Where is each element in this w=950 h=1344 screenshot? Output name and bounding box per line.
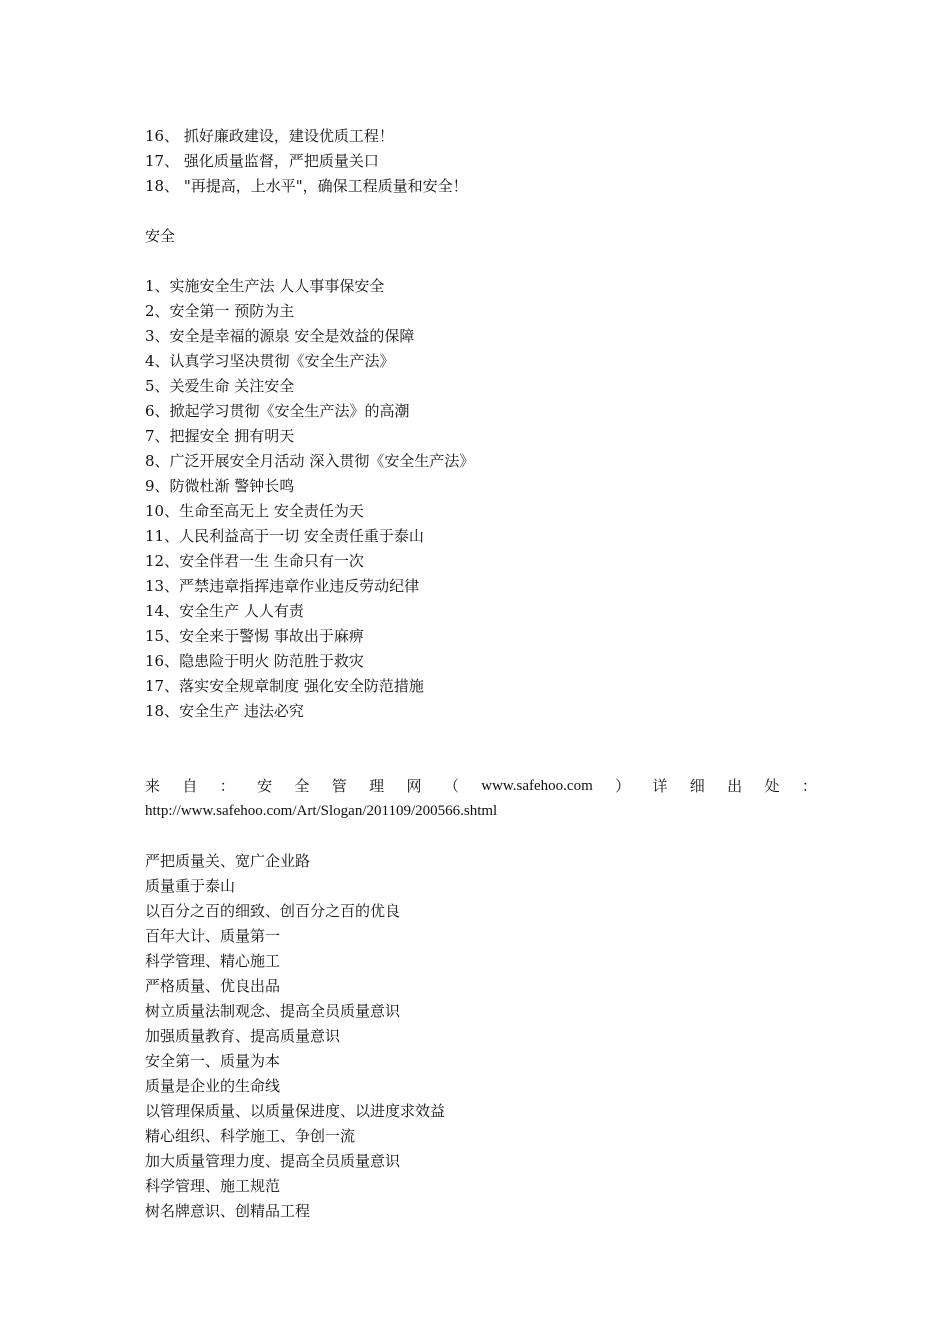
list-item: 15、安全来于警惕 事故出于麻痹 [145,627,364,645]
source-site-link[interactable]: www.safehoo.com [481,778,593,794]
quality-list-continued [145,124,817,199]
list-item: 9、防微杜渐 警钟长鸣 [145,477,295,495]
source-char: 安 [257,777,273,795]
list-item: 严把质量关、宽广企业路 [145,852,311,870]
list-item: 5、关爱生命 关注安全 [145,377,295,395]
quality-slogan-list [145,849,817,1224]
list-item: 加大质量管理力度、提高全员质量意识 [145,1152,401,1170]
section-heading-safety: 安全 [145,227,176,245]
spacer [145,824,817,849]
list-item: 16、 抓好廉政建设，建设优质工程！ [145,127,394,145]
list-item: 加强质量教育、提高质量意识 [145,1027,341,1045]
source-char: ： [801,777,817,795]
source-url-link[interactable]: http://www.safehoo.com/Art/Slogan/201109/200566.shtml [145,803,498,819]
source-char: 细 [689,777,705,795]
list-item: 树立质量法制观念、提高全员质量意识 [145,1002,401,1020]
source-char: （ [443,777,459,795]
source-attribution [145,774,817,824]
list-item: 百年大计、质量第一 [145,927,281,945]
list-item: 以管理保质量、以质量保进度、以进度求效益 [145,1102,446,1120]
list-item: 8、广泛开展安全月活动 深入贯彻《安全生产法》 [145,452,475,470]
list-item: 14、安全生产 人人有责 [145,602,304,620]
list-item: 1、实施安全生产法 人人事事保安全 [145,277,385,295]
source-char: 自 [182,777,198,795]
source-char: 详 [652,777,668,795]
list-item: 安全第一、质量为本 [145,1052,281,1070]
list-item: 17、 强化质量监督，严把质量关口 [145,152,379,170]
list-item: 4、认真学习坚决贯彻《安全生产法》 [145,352,395,370]
list-item: 18、安全生产 违法必究 [145,702,304,720]
list-item: 质量重于泰山 [145,877,236,895]
source-char: 来 [145,777,161,795]
spacer [145,724,817,774]
source-char: ： [219,777,235,795]
spacer [145,249,817,274]
document-page [145,124,817,1224]
source-char: 处 [764,777,780,795]
list-item: 2、安全第一 预防为主 [145,302,295,320]
list-item: 7、把握安全 拥有明天 [145,427,295,445]
source-label-row [145,774,817,799]
spacer [145,199,817,224]
list-item: 18、 "再提高，上水平"，确保工程质量和安全！ [145,177,468,195]
list-item: 树名牌意识、创精品工程 [145,1202,311,1220]
list-item: 17、落实安全规章制度 强化安全防范措施 [145,677,424,695]
list-item: 以百分之百的细致、创百分之百的优良 [145,902,401,920]
source-char: 全 [294,777,310,795]
source-char: 理 [369,777,385,795]
source-char: 出 [727,777,743,795]
list-item: 严格质量、优良出品 [145,977,281,995]
list-item: 精心组织、科学施工、争创一流 [145,1127,356,1145]
list-item: 6、掀起学习贯彻《安全生产法》的高潮 [145,402,410,420]
list-item: 10、生命至高无上 安全责任为天 [145,502,364,520]
list-item: 13、严禁违章指挥违章作业违反劳动纪律 [145,577,420,595]
list-item: 11、人民利益高于一切 安全责任重于泰山 [145,527,424,545]
list-item: 科学管理、施工规范 [145,1177,281,1195]
source-char: 管 [331,777,347,795]
list-item: 3、安全是幸福的源泉 安全是效益的保障 [145,327,415,345]
list-item: 16、隐患险于明火 防范胜于救灾 [145,652,364,670]
list-item: 科学管理、精心施工 [145,952,281,970]
source-char: 网 [406,777,422,795]
safety-list [145,274,817,724]
source-char: ） [615,777,631,795]
list-item: 质量是企业的生命线 [145,1077,281,1095]
list-item: 12、安全伴君一生 生命只有一次 [145,552,364,570]
